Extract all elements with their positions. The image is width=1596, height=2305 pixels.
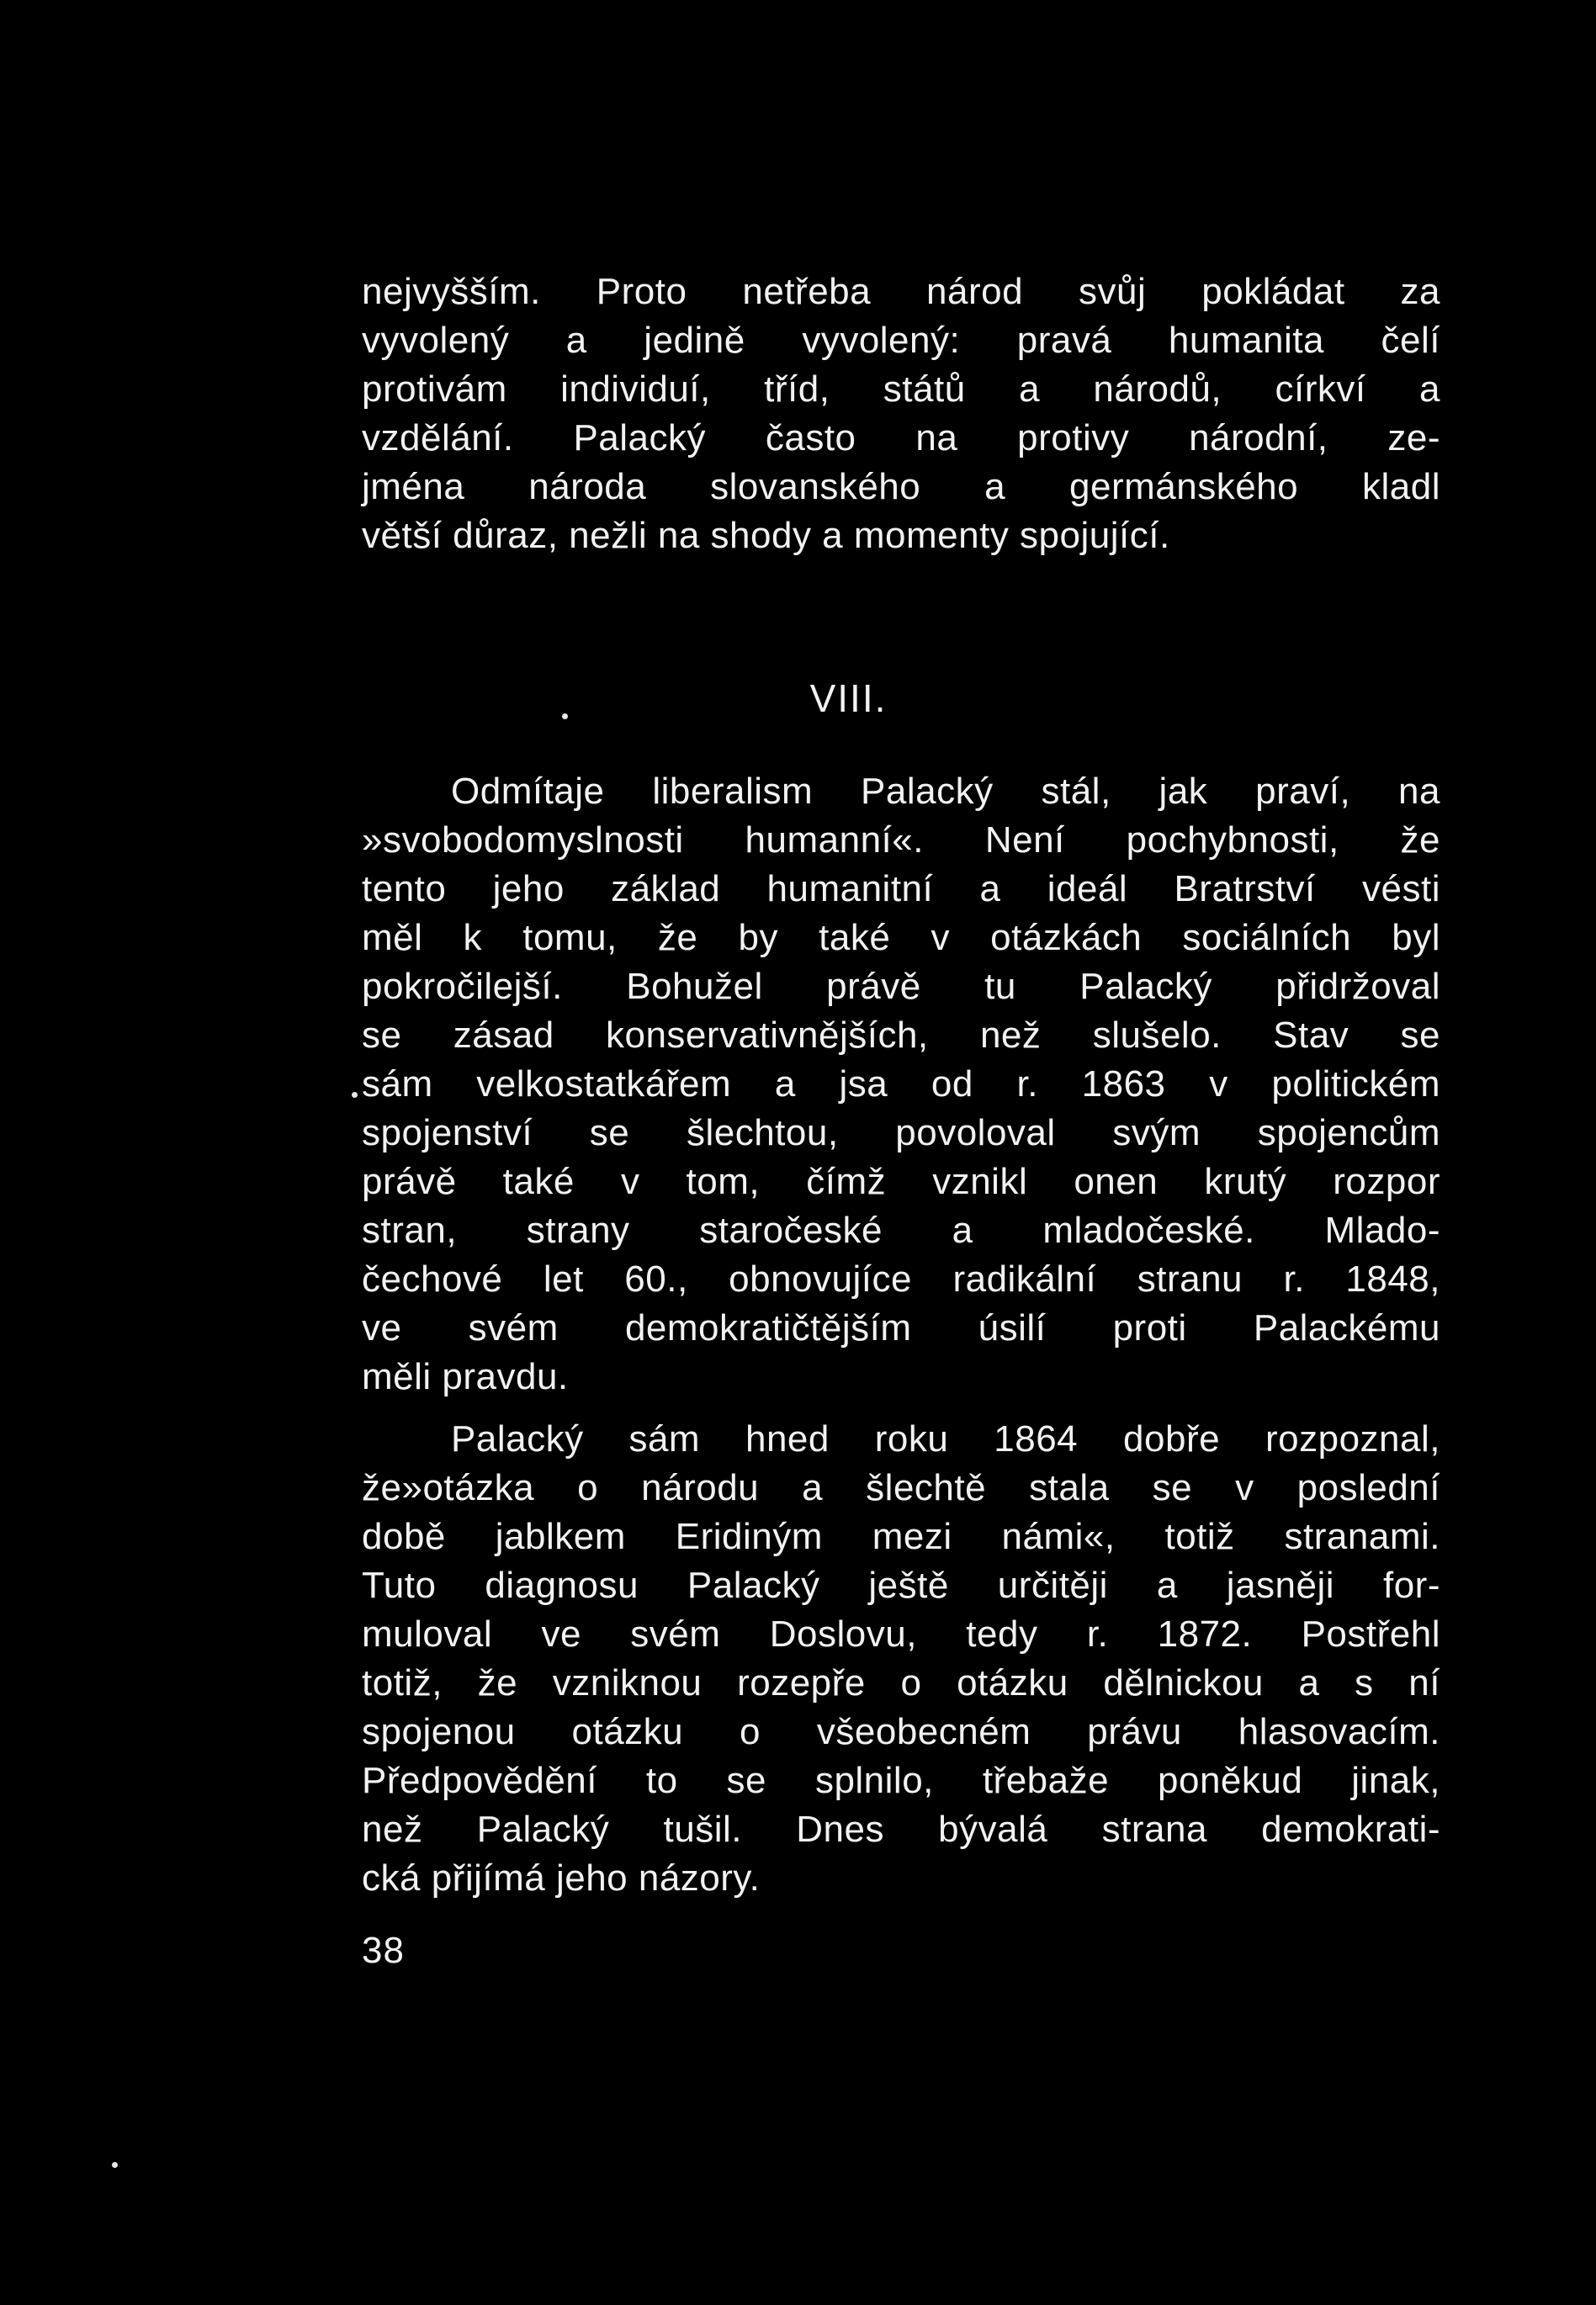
text-line: větší důraz, nežli na shody a momenty spojující.: [362, 515, 1170, 556]
text-line: než Palacký tušil. Dnes bývalá strana demokrati-: [362, 1809, 1440, 1850]
text-line: době jablkem Eridiným mezi námi«, totiž stranami.: [362, 1516, 1440, 1557]
text-line: čechové let 60., obnovujíce radikální stranu r. 1848,: [362, 1258, 1440, 1300]
text-line: cká přijímá jeho názory.: [362, 1857, 761, 1899]
text-line: sám velkostatkářem a jsa od r. 1863 v politickém: [362, 1063, 1440, 1105]
text-line: Předpovědění to se splnilo, třebaže poněkud jinak,: [362, 1760, 1440, 1801]
text-line: jména národa slovanského a germánského kladl: [362, 466, 1440, 507]
text-line: právě také v tom, čímž vznikl onen krutý rozpor: [362, 1161, 1440, 1202]
text-line: že»otázka o národu a šlechtě stala se v poslední: [362, 1467, 1440, 1508]
text-line: spojenou otázku o všeobecném právu hlasovacím.: [362, 1711, 1440, 1752]
text-line: Palacký sám hned roku 1864 dobře rozpoznal,: [451, 1418, 1440, 1460]
text-line: měl k tomu, že by také v otázkách sociálních byl: [362, 917, 1440, 958]
text-line: Tuto diagnosu Palacký ještě určitěji a jasněji for-: [362, 1565, 1440, 1606]
text-line: protivám individuí, tříd, států a národů, církví a: [362, 368, 1440, 410]
scan-speck: [112, 2162, 118, 2168]
text-line: měli pravdu.: [362, 1356, 569, 1397]
text-line: ve svém demokratičtějším úsilí proti Palackému: [362, 1307, 1440, 1349]
text-line: »svobodomyslnosti humanní«. Není pochybnosti, že: [362, 819, 1440, 861]
scan-speck: [562, 713, 568, 719]
text-line: Odmítaje liberalism Palacký stál, jak praví, na: [451, 771, 1440, 812]
section-heading: VIII.: [809, 676, 888, 720]
text-line: muloval ve svém Doslovu, tedy r. 1872. Postřehl: [362, 1614, 1440, 1655]
text-line: vzdělání. Palacký často na protivy národní, ze-: [362, 417, 1440, 458]
text-line: pokročilejší. Bohužel právě tu Palacký přidržoval: [362, 966, 1440, 1007]
text-line: tento jeho základ humanitní a ideál Bratrství vésti: [362, 868, 1440, 909]
text-line: nejvyšším. Proto netřeba národ svůj pokládat za: [362, 271, 1440, 312]
scan-speck: [352, 1092, 358, 1098]
text-line: totiž, že vzniknou rozepře o otázku dělnickou a s ní: [362, 1662, 1440, 1704]
text-line: spojenství se šlechtou, povoloval svým spojencům: [362, 1112, 1440, 1153]
page-number: 38: [362, 1930, 405, 1971]
text-line: stran, strany staročeské a mladočeské. Mlado-: [362, 1210, 1440, 1251]
text-line: vyvolený a jedině vyvolený: pravá humanita čelí: [362, 320, 1440, 361]
text-line: se zásad konservativnějších, než slušelo. Stav se: [362, 1015, 1440, 1056]
